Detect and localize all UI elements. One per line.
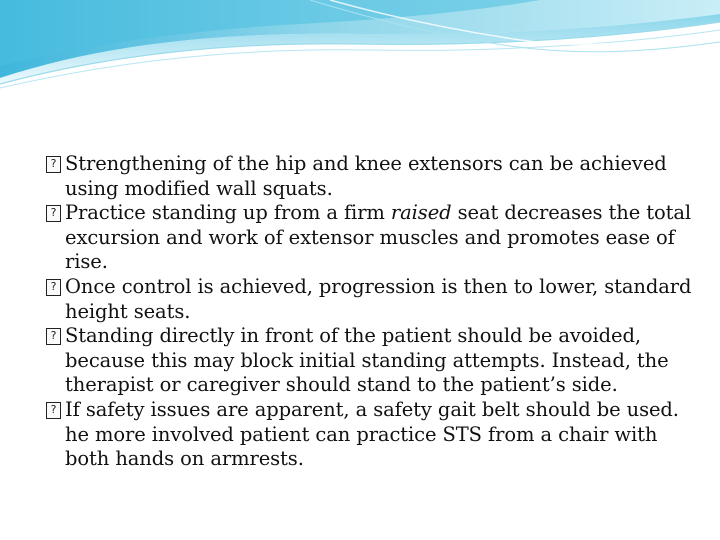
bullet-text-before: Practice standing up from a firm bbox=[65, 201, 391, 225]
bullet-text-emphasis: raised bbox=[390, 201, 452, 225]
bullet-text-after: seat decreases the total excursion and work of extensor muscles and promotes ease of rise. bbox=[65, 201, 692, 274]
bullet-item bbox=[46, 201, 696, 275]
missing-glyph-icon: ? bbox=[46, 156, 61, 173]
bullet-text: Strengthening of the hip and knee extensors can be achieved using modified wall squats. bbox=[65, 152, 667, 200]
bullet-text: Standing directly in front of the patient should be avoided, because this may block initial standing attempts. Instead, the therapist or caregiver should stand to the patient’s side. bbox=[65, 324, 669, 397]
bullet-list bbox=[46, 152, 696, 472]
header-wave-decoration bbox=[0, 0, 720, 110]
missing-glyph-icon: ? bbox=[46, 279, 61, 296]
bullet-text: Once control is achieved, progression is then to lower, standard height seats. bbox=[65, 274, 692, 323]
bullet-text: If safety issues are apparent, a safety gait belt should be used. he more involved patient can practice STS from a chair with both hands on armrests. bbox=[65, 397, 679, 471]
missing-glyph-icon: ? bbox=[46, 402, 61, 419]
missing-glyph-icon: ? bbox=[46, 205, 61, 222]
bullet-item bbox=[46, 324, 696, 398]
missing-glyph-icon: ? bbox=[46, 328, 61, 345]
bullet-item bbox=[46, 398, 696, 472]
bullet-item bbox=[46, 275, 696, 324]
bullet-item bbox=[46, 152, 696, 201]
